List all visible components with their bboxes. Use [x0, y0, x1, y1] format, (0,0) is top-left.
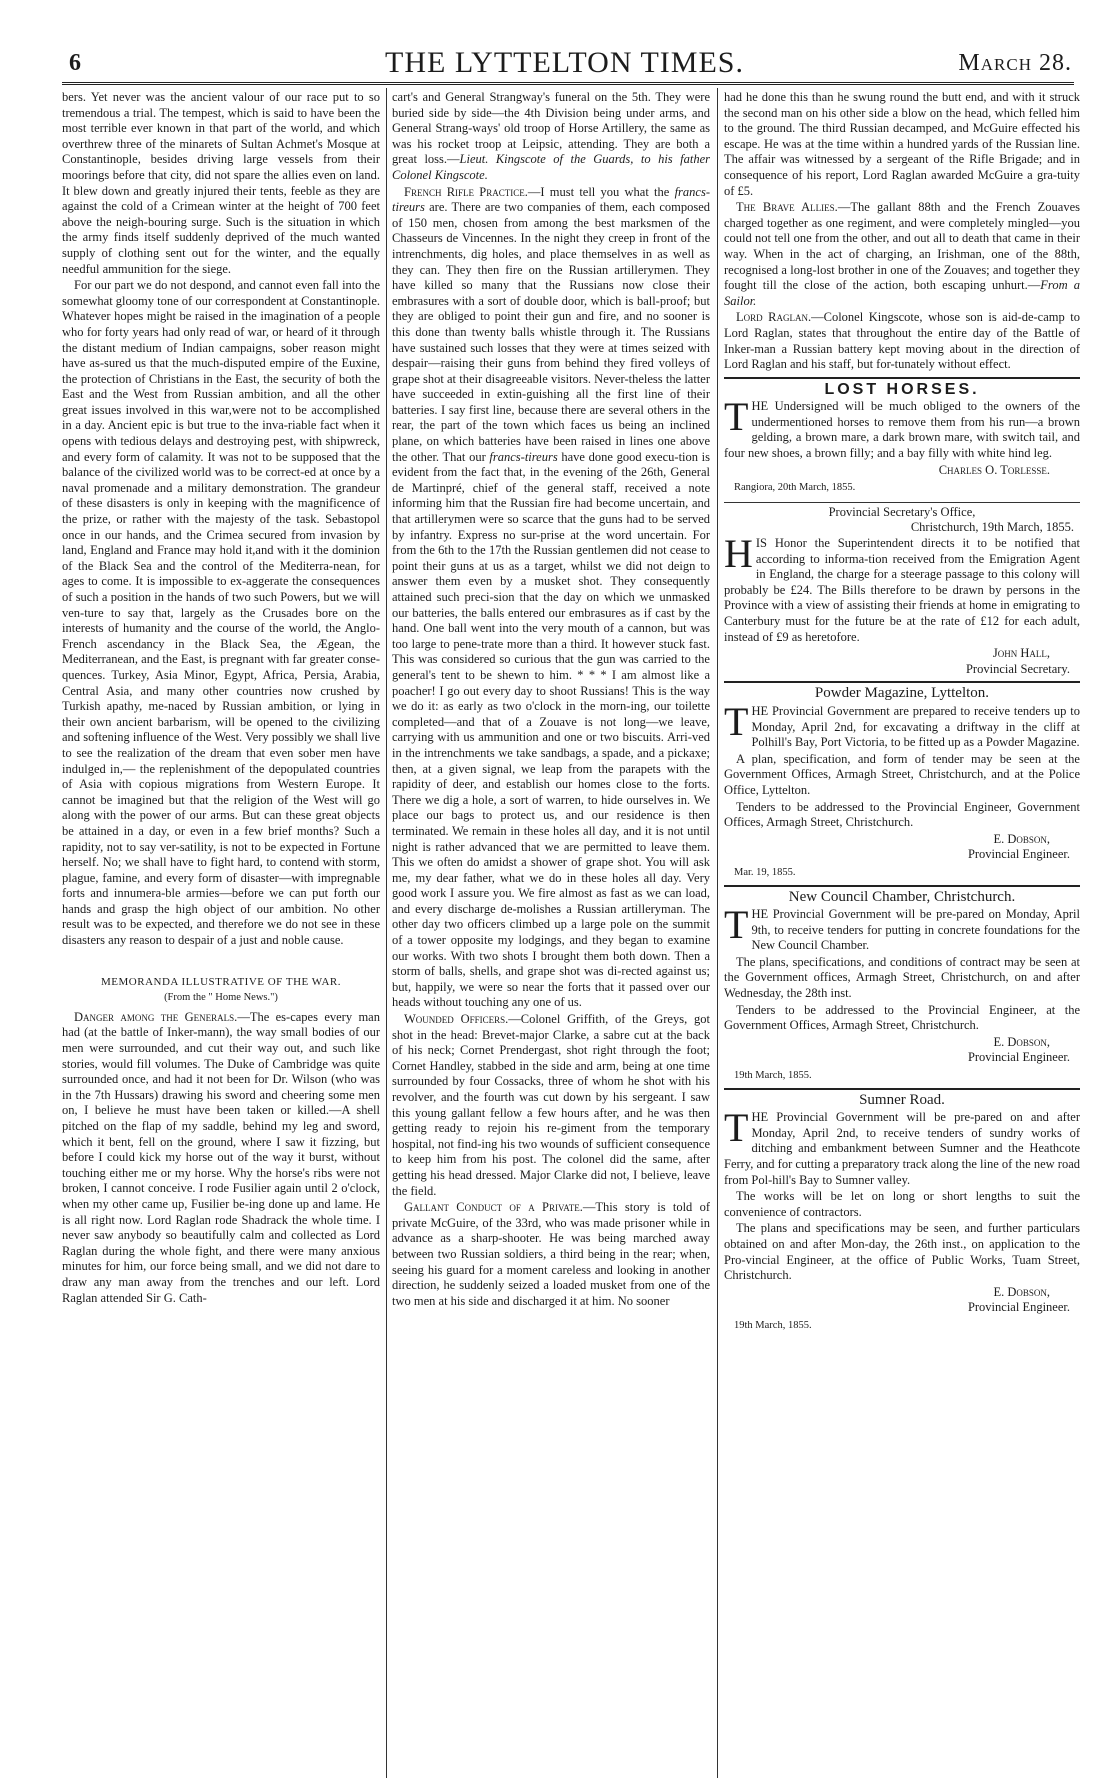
- article-paragraph: Lord Raglan.—Colonel Kingscote, whose son is aid-de-camp to Lord Raglan, states that throughout the entire day of the Battle of Inker-man a Russian battery kept moving about in the direction of Lord Raglan and his staff, but for-tunately without effect.: [724, 310, 1080, 372]
- newspaper-title: THE LYTTELTON TIMES.: [385, 46, 744, 79]
- paragraph-lead: Danger among the Generals.: [74, 1009, 238, 1024]
- ad-paragraph: The plans and specifications may be seen, and further particulars obtained on and after Mon-day, the 26th inst., on application to the Pro-vincial Engineer, at the office of Public Works, Tuam Street, Christchurch.: [724, 1221, 1080, 1283]
- ad-separator: [724, 502, 1080, 503]
- ad-paragraph: A plan, specification, and form of tender may be seen at the Government Offices, Armagh Street, Christchurch, and at the Police Office, Lyttelton.: [724, 751, 1080, 797]
- ad-paragraph: The plans, specifications, and conditions of contract may be seen at the Government offices, Armagh Street, Christchurch, on and after Wednesday, the 28th inst.: [724, 954, 1080, 1001]
- drop-cap: T: [724, 698, 749, 744]
- column-divider: [386, 88, 387, 1778]
- article-paragraph: For our part we do not despond, and cannot even fall into the somewhat gloomy tone of our correspondent at Constantinople. Whatever hopes might be raised in the imagination of a people who for forty years had only read of war, or heard of it through the distant medium of Indian campaigns, sober reason might have as-sured us that the much-disputed empire of the Euxine, the protection of Christians in the East, the security of both the East and the West from Russian ambition, and all the other great issues involved in this war,were not to be accomplished in a day. Ancient epic is but true to the inva-riable fact when it opens with tedious delays and destroying pest, with shipwreck, and every form of calamity. It was not to be supposed that the balance of the civilized world was to be correct-ed at once by a naval promenade and a military demonstration. The grandeur of these disasters is only in keeping with the magnificence of the prize, or rather with the majesty of the task. Sebastopol once in our hands, and the Crimea secured from invasion by land, England and France may hold it,and with it the dominion of the Black Sea and the control of the Mediterra-nean, for ages to come. It is impossible to ex-aggerate the consequences of such a position in the hands of two such Powers, but we will ven-ture to say that, largely as the Crusades bore on the interests of humanity and the course of the world, the Anglo-French ascendancy in the Black Sea, the Ægean, the Mediterranean, and the East, is pregnant with far greater conse-quences. Turkey, Asia Minor, Egypt, Africa, Persia, Arabia, Central Asia, and many other countries now crushed by Turkish apathy, me-naced by Russian ambition, or lying in their own ancient barbarism, will be opened to the civilizing and softening influence of the West. Very possibly we shall live to see the realization of the dream that even sober men have indulged in,— the replenishment of the depopulated countries of Asia with copious migrations from Western Europe. It cannot be imagined but that the religion of the West will go along with the power of our arms. But can these great objects be attained in a day, or even in a few brief months? Such a rapidity, not to say ver-satility, is not to be expected in Fortune herself. No; we shall have to fight hard, to contend with storm, plague, famine, and every form of disaster—with impregnable forts and innumera-ble armies—before we can put forth our hands and grasp the high object of our ambition. No other result was to be expected, and therefore we do not see in these disasters any reason to despair of a just and noble cause.: [62, 278, 380, 948]
- column-divider: [717, 88, 718, 1778]
- column-3: [724, 90, 1080, 1770]
- article-paragraph: cart's and General Strangway's funeral on the 5th. They were buried side by side—the 4th Division being under arms, and General Strang-ways' old troop of Horse Artillery, the same as was his rocket troop at Leipsic, attending. They are both a great loss.—Lieut. Kingscote of the Guards, to his father Colonel Kingscote.: [392, 90, 710, 182]
- ad-office-date: Christchurch, 19th March, 1855.: [910, 520, 1074, 535]
- drop-cap: T: [724, 1105, 749, 1151]
- ad-signature: E. Dobson,: [993, 1284, 1050, 1299]
- paragraph-lead: The Brave Allies.: [736, 200, 838, 215]
- ad-paragraph: Tenders to be addressed to the Provincial Engineer, Government Offices, Armagh Street, Christchurch.: [724, 799, 1080, 830]
- ad-heading-lost-horses: LOST HORSES.: [724, 377, 1080, 398]
- ad-heading-powder-magazine: Powder Magazine, Lyttelton.: [724, 681, 1080, 702]
- drop-cap: H: [724, 531, 753, 577]
- article-paragraph: French Rifle Practice.—I must tell you what the francs-tireurs are. There are two companies of them, each composed of 150 men, chosen from among the best marksmen of the Chasseurs de Vincennes. In the night they creep in front of the intrenchments, dig holes, and place themselves in as well as they can. They then fire on the Russian artillerymen. They have killed so many that the Russians now close their embrasures with a sort of double door, which is ball-proof; but they are obliged to point their gun and fire, and no sooner is this done than twenty balls whistle through it. The Russians have sustained such losses that they were at times seized with despair—raising their guns from behind they fired volleys of grape shot at their disagreeable visitors. Never-theless the latter have succeeded in extin-guishing all the first line of their batteries. I say first line, because there are several others in the rear, the part of the town which faces us being an inclined plane, on which batteries have been raised in lines one above the other. That our francs-tireurs have done good execu-tion is evident from the fact that, in the evening of the 26th, General de Martinpré, chief of the general staff, received a note informing him that the Russian fire had become uncertain, and that artillerymen were so scarce that the guns had to be served by infantry. Express no sur-prise at the word uncertain. For from the 6th to the 17th the Russian gentlemen did not cease to point their guns at us as a target, whilst we did not deign to answer them even by a musket shot. They consequently attained such preci-sion that the day on which we unmasked our batteries, the balls entered our embrasures as if cast by the hand. One ball went into the very mouth of a cannon, but was too large to pene-trate more than a third. It however stuck fast. This was considered so curious that the gun was carried to the general's tent to be shewn to him. * * * I am almost like a poacher! I go out every day to shoot Russians! This is the way we do it: as early as two o'clock in the morn-ing, our toilette completed—and that of a Zouave is not long—we leave, carrying with us ammunition and one or two biscuits. Arri-ved in the intrenchments we take sandbags, a spade, and a pickaxe; then, at a given signal, we leap from the parapets with the rapidity of deer, and establish our homes close to the forts. There we dig a hole, a sort of warren, to hide ourselves in. We place our bags to protect us, and our residence is then terminated. We remain in these holes all day, and it is not until night is rather advanced that we are permitted to leave them. This we often do amidst a shower of grape shot. You will ask me, my dear father, what we do in these holes all day. Very good work I assure you. We fire almost as fast as we can load, and every discharge de-molishes a Russian artilleryman. The other day two officers climbed up a large pole on the summit of a tower opposite my lodgings, and they began to examine our works. With two shots I brought them both down. Then a storm of balls, shells, and grape shot was di-rected against us; but, happily, we were so near the forts that it passed over our heads without touching any one of us.: [392, 184, 710, 1010]
- ad-heading-council-chamber: New Council Chamber, Christchurch.: [724, 885, 1080, 906]
- column-2: [392, 90, 710, 1770]
- column-1: [62, 90, 380, 1770]
- paragraph-lead: Wounded Officers.: [404, 1012, 509, 1027]
- ad-paragraph: Tenders to be addressed to the Provincial Engineer, at the Government Offices, Armagh Street, Christchurch.: [724, 1002, 1080, 1033]
- ad-date: 19th March, 1855.: [734, 1070, 812, 1082]
- ad-signature: John Hall,: [992, 646, 1050, 661]
- ad-signature-title: Provincial Engineer.: [967, 1050, 1070, 1065]
- section-heading: MEMORANDA ILLUSTRATIVE OF THE WAR.: [101, 975, 341, 988]
- ad-office-line: Provincial Secretary's Office,: [828, 504, 976, 519]
- article-paragraph: had he done this than he swung round the butt end, and with it struck the second man on his other side a blow on the head, which felled him to the ground. The third Russian decamped, and McGuire effected his escape. He was at the time within a hundred yards of the Russian line. The affair was witnessed by a sergeant of the Rifle Brigade; and in consequence of his report, Lord Raglan awarded McGuire a gra-tuity of £5.: [724, 90, 1080, 198]
- article-paragraph: The Brave Allies.—The gallant 88th and the French Zouaves charged together as one regiment, and were completely mingled—you could not tell one from the other, and out all to death that came in their way. When in the act of charging, an Irishman, one of the 88th, recognised a long-lost brother in one of the Zouaves; and together they fought till the close of the action, both escaping unhurt.—From a Sailor.: [724, 200, 1080, 308]
- paragraph-lead: Lord Raglan.: [736, 310, 812, 325]
- article-paragraph: Gallant Conduct of a Private.—This story is told of private McGuire, of the 33rd, who was made prisoner while in advance as a sharp-shooter. He was being marched away between two Russian soldiers, a third being in the rear; when, seeing his guard for a moment careless and looking in another direction, he suddenly seized a loaded musket from one of the two men at his side and discharged it at him. No sooner: [392, 1200, 710, 1308]
- ad-signature-title: Provincial Engineer.: [967, 1300, 1070, 1315]
- ad-body: HIS Honor the Superintendent directs it to be notified that according to informa-tion received from the Emigration Agent in England, the charge for a steerage passage to this colony will probably be £24. The Bills therefore to be drawn by persons in the Province with a view of assisting their friends at home in emigrating to Canterbury must for the future be at the rate of £12 for each adult, instead of £9 as heretofore.: [724, 531, 1080, 644]
- ad-body: THE Provincial Government are prepared to receive tenders up to Monday, April 2nd, for excavating a driftway in the cliff at Polhill's Bay, Port Victoria, to be fitted up as a Powder Magazine.: [724, 698, 1080, 750]
- masthead-rule: [62, 82, 1074, 86]
- ad-signature-title: Provincial Engineer.: [967, 847, 1070, 862]
- drop-cap: T: [724, 394, 749, 440]
- drop-cap: T: [724, 902, 749, 948]
- ad-body: THE Provincial Government will be pre-pared on and after Monday, April 2nd, to receive tenders of sundry works of ditching and embankment between Sumner and the Heathcote Ferry, and for cutting a preparatory track along the line of the new road from Pol-hill's Bay to Sumner valley.: [724, 1105, 1080, 1187]
- ad-signature: E. Dobson,: [993, 1034, 1050, 1049]
- ad-date: Rangiora, 20th March, 1855.: [734, 482, 856, 494]
- paragraph-lead: Gallant Conduct of a Private.: [404, 1200, 583, 1215]
- ad-date: Mar. 19, 1855.: [734, 866, 796, 878]
- article-paragraph: Wounded Officers.—Colonel Griffith, of the Greys, got shot in the head: Brevet-major Clarke, a sabre cut at the back of his neck; Cornet Prendergast, shot right through the foot; Cornet Handley, stabbed in the side and arm, being at one time surrounded by four Cossacks, three of whom he shot with his revolver, and the fourth was cut down by his sergeant. I saw this young gallant fellow a few hours after, and he was then getting ready to rejoin his re-giment from the temporary hospital, not find-ing his two wounds of sufficient consequence to keep him from his post. The colonel did the same, after getting his head dressed. Major Clarke did not, I believe, leave the field.: [392, 1012, 710, 1198]
- ad-paragraph: The works will be let on long or short lengths to suit the convenience of contractors.: [724, 1189, 1080, 1219]
- article-paragraph: bers. Yet never was the ancient valour of our race put to so tremendous a trial. The tempest, which is said to have been the most terrible ever known in that part of the world, and which overthrew three of the minarets of Sultan Achmet's Mosque at Constantinople, besides driving large vessels from their moorings before that city, did not spare the allies even on land. It blew down and greatly injured their tents, feeble as they are against the cold of a Crimean winter at the height of 700 feet above the neigh-bouring surge. Such is the situation in which the army finds itself suddenly deprived of the much wanted supply of clothing sent out for the winter, and the equally needful ammunition for the siege.: [62, 90, 380, 276]
- ad-date: 19th March, 1855.: [734, 1319, 812, 1331]
- attribution: Lieut. Kingscote of the Guards, to his father Colonel Kingscote.: [392, 152, 710, 182]
- attribution: From a Sailor.: [724, 278, 1080, 308]
- paragraph-lead: French Rifle Practice.: [404, 184, 528, 199]
- section-source: (From the " Home News."): [164, 992, 278, 1004]
- issue-date: March 28.: [958, 50, 1072, 76]
- ad-body: THE Provincial Government will be pre-pared on Monday, April 9th, to receive tenders for putting in concrete foundations for the New Council Chamber.: [724, 902, 1080, 953]
- ad-heading-sumner-road: Sumner Road.: [724, 1088, 1080, 1109]
- ad-signature: Charles O. Torlesse.: [938, 462, 1050, 477]
- article-paragraph: Danger among the Generals.—The es-capes every man had (at the battle of Inker-mann), the way small bodies of our men were surrounded, and cut their way out, and such like stories, would fill volumes. The Duke of Cambridge was quite surrounded once, and had it not been for Dr. Wilson (who was in the 7th Hussars) drawing his sword and cheering some men on, I believe he must have been taken or killed.—A shell pitched on the flap of my saddle, behind my leg and sword, which it bent, fell on the ground, where I saw it fizzing, but before I could kick my horse out of the way it burst, without touching either me or my horse. Why the horse's ribs were not broken, I cannot conceive. I rode Fusilier again until 2 o'clock, when my other came up, Fusilier be-ing done up and lame. He is all right now. Lord Raglan rode Shadrack the whole time. I never saw anybody so beautifully calm and collected as Lord Raglan during the whole fight, and there were many anxious minutes for him, our force being small, and we did not dare to draw any man away from the trenches and our left. Lord Raglan attended Sir G. Cath-: [62, 1009, 380, 1305]
- page-number: 6: [69, 50, 81, 76]
- ad-body: THE Undersigned will be much obliged to the owners of the undermentioned horses to remove them from his run—a brown gelding, a brown mare, a dark brown mare, with switch tail, and four new shoes, a brown filly; and a bay filly with white hind leg.: [724, 394, 1080, 461]
- masthead: [55, 44, 1074, 80]
- ad-signature-title: Provincial Secretary.: [965, 661, 1070, 676]
- ad-signature: E. Dobson,: [993, 831, 1050, 846]
